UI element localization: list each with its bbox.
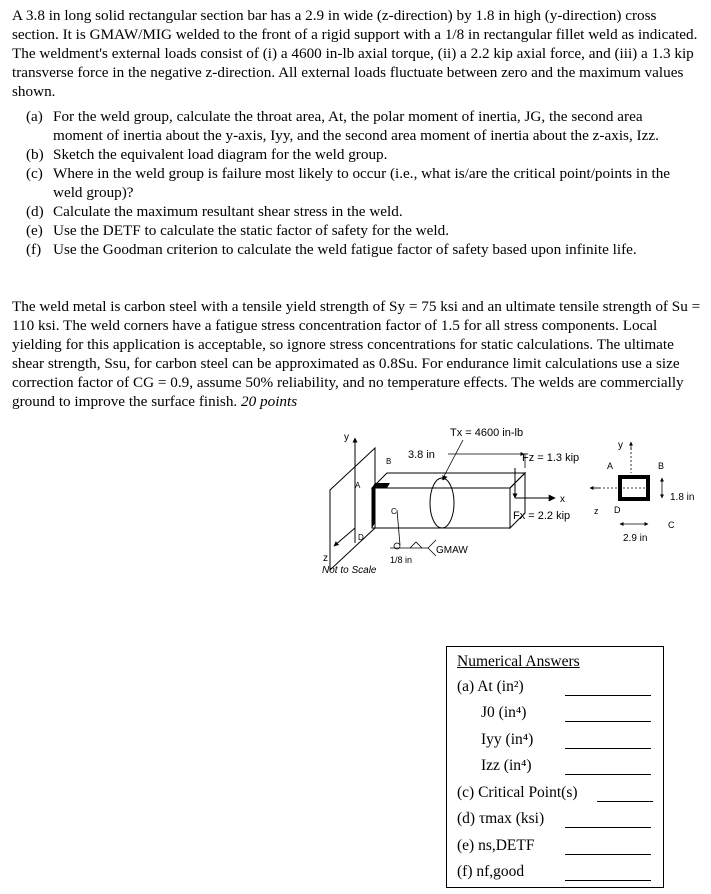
axis-x-label: x: [560, 494, 565, 505]
weld-bead: [372, 483, 390, 528]
corner-label-a: A: [355, 481, 361, 490]
answer-label-at: (a) At (in²): [457, 678, 524, 695]
question-c: (c) Where in the weld group is failure most likely to occur (i.e., what is/are the critical point/points in the weld group)?: [26, 165, 671, 201]
question-e: (e) Use the DETF to calculate the static factor of safety for the weld.: [26, 222, 449, 239]
weld-process-label: GMAW: [436, 545, 468, 556]
height-dimension: 1.8 in: [670, 492, 695, 503]
answer-blank-critical[interactable]: [597, 801, 653, 802]
cross-section-view: [590, 440, 694, 544]
question-d: (d) Calculate the maximum resultant shear stress in the weld.: [26, 203, 403, 220]
question-b: (b) Sketch the equivalent load diagram for the weld group.: [26, 146, 388, 163]
corner-label-d: D: [358, 533, 364, 542]
answer-label-izz: Izz (in⁴): [481, 757, 532, 774]
section-point-c: C: [668, 520, 675, 530]
answer-label-iyy: Iyy (in⁴): [481, 731, 534, 748]
answers-title: Numerical Answers: [457, 653, 580, 670]
answer-label-critical: (c) Critical Point(s): [457, 784, 578, 801]
answer-label-j0: J0 (in⁴): [481, 704, 527, 721]
section-point-b: B: [658, 461, 665, 471]
axis-y-label: y: [344, 432, 349, 443]
answer-blank-izz[interactable]: [565, 774, 651, 775]
axis-z-label: z: [323, 553, 328, 564]
answer-label-tau: (d) τmax (ksi): [457, 810, 545, 827]
weld-symbol: [390, 510, 436, 556]
svg-text:y: y: [618, 440, 623, 451]
problem-intro: A 3.8 in long solid rectangular section bar has a 2.9 in wide (z-direction) by 1.8 in high (y-direction) cross section. It is GMAW/MIG welded to the front of a rigid support with a 1/8 in rectangular fillet weld as indicated. The weldment's external loads consist of (i) a 4600 in-lb axial torque, (ii) a 2.2 kip axial force, and (iii) a 1.3 kip transverse force in the negative z-direction. All external loads fluctuate between zero and the maximum values shown.: [12, 7, 698, 100]
materials-paragraph: The weld metal is carbon steel with a tensile yield strength of Sy = 75 ksi and an ultimate tensile strength of Su = 110 ksi. The weld corners have a fatigue stress concentration factor of 1.5 for all stress components. Local yielding for this application is acceptable, so ignore stress concentrations for static calculations. The ultimate shear strength, Ssu, for carbon steel can be approximated as 0.8Su. For endurance limit calculations use a size correction factor of CG = 0.9, assume 50% reliability, and no temperature effects. The welds are commercially ground to improve the surface finish. 20 points: [12, 298, 701, 410]
weldment-figure: [310, 418, 710, 583]
scale-note: Not to Scale: [322, 565, 377, 576]
answer-blank-at[interactable]: [565, 695, 651, 696]
z-axis: [334, 528, 355, 546]
weld-size-label: 1/8 in: [390, 555, 413, 565]
corner-label-b: B: [386, 457, 392, 466]
question-f: (f) Use the Goodman criterion to calculate the weld fatigue factor of safety based upon infinite life.: [26, 241, 637, 258]
svg-text:z: z: [594, 506, 599, 516]
question-list: [26, 107, 686, 259]
question-a: (a) For the weld group, calculate the throat area, At, the polar moment of inertia, JG, the second area moment of inertia about the y-axis, Iyy, and the second area moment of inertia about the z-axis, Izz.: [26, 108, 659, 144]
points-note: 20 points: [241, 393, 298, 410]
answer-blank-ns[interactable]: [565, 854, 651, 855]
answer-label-ns: (e) ns,DETF: [457, 837, 535, 854]
length-dimension: 3.8 in: [408, 449, 435, 461]
answer-blank-nf[interactable]: [565, 880, 651, 881]
width-dimension: 2.9 in: [623, 533, 648, 544]
torque-label: Tx = 4600 in-lb: [450, 427, 524, 439]
fx-label: Fx = 2.2 kip: [513, 510, 571, 522]
numerical-answers-box: [446, 646, 664, 888]
answer-blank-tau[interactable]: [565, 827, 651, 828]
corner-label-c: C: [391, 507, 397, 516]
section-point-d: D: [614, 505, 621, 515]
answer-blank-iyy[interactable]: [565, 748, 651, 749]
fz-label: Fz = 1.3 kip: [522, 452, 580, 464]
section-point-a: A: [607, 461, 614, 471]
answer-label-nf: (f) nf,good: [457, 863, 525, 880]
answer-blank-j0[interactable]: [565, 721, 651, 722]
support-wall: [330, 448, 375, 570]
torque-arrow: [430, 478, 454, 528]
